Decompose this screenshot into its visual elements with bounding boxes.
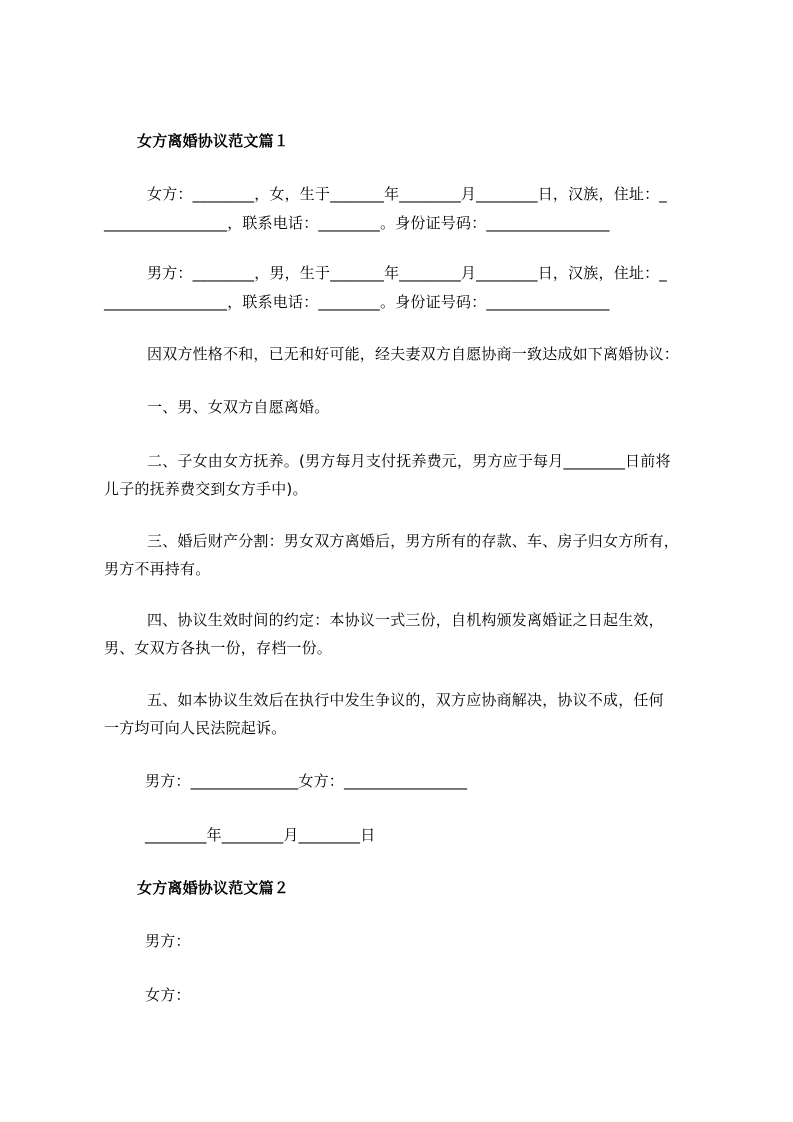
male-info-line-1: 男方：________，男，生于_______年________月________日，汉族，住址：_ bbox=[147, 264, 668, 282]
clause-4-line-2: 男、女双方各执一份，存档一份。 bbox=[104, 639, 333, 657]
date-line: ________年________月________日 bbox=[145, 826, 376, 844]
clause-3-line-1: 三、婚后财产分割：男女双方离婚后，男方所有的存款、车、房子归女方所有， bbox=[147, 532, 680, 550]
clause-2-line-2: 儿子的抚养费交到女方手中)。 bbox=[104, 480, 308, 498]
clause-1: 一、男、女双方自愿离婚。 bbox=[147, 398, 330, 416]
male-info-line-2: ________________，联系电话：________。身份证号码：________________ bbox=[104, 293, 610, 311]
clause-3-line-2: 男方不再持有。 bbox=[104, 560, 211, 578]
section-heading-2: 女方离婚协议范文篇２ bbox=[137, 879, 290, 897]
signature-line: 男方：______________女方：________________ bbox=[145, 772, 468, 790]
agreement-reason: 因双方性格不和，已无和好可能，经夫妻双方自愿协商一致达成如下离婚协议： bbox=[147, 345, 680, 363]
clause-4-line-1: 四、协议生效时间的约定：本协议一式三份，自机构颁发离婚证之日起生效， bbox=[147, 611, 664, 629]
clause-5-line-1: 五、如本协议生效后在执行中发生争议的，双方应协商解决，协议不成，任何 bbox=[147, 691, 664, 709]
section-heading-1: 女方离婚协议范文篇１ bbox=[137, 132, 290, 150]
male-label: 男方： bbox=[145, 932, 191, 950]
female-info-line-2: ________________，联系电话：________。身份证号码：________________ bbox=[104, 214, 610, 232]
clause-5-line-2: 一方均可向人民法院起诉。 bbox=[104, 719, 287, 737]
clause-2-line-1: 二、子女由女方抚养。(男方每月支付抚养费元，男方应于每月________日前将 bbox=[147, 452, 671, 470]
female-label: 女方： bbox=[145, 986, 191, 1004]
female-info-line-1: 女方：________，女，生于_______年________月________日，汉族，住址：_ bbox=[147, 185, 668, 203]
